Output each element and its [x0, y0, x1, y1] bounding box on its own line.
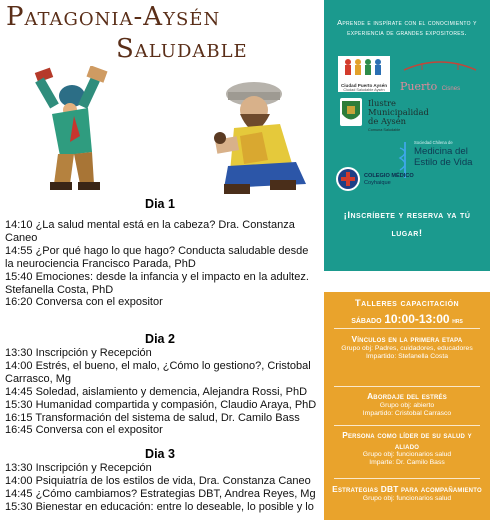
workshops-day: sábado [351, 315, 382, 326]
schedule-line: 16:15 Transformación del sistema de salud, Dr. Camilo Bass [5, 411, 300, 424]
workshop-item [330, 430, 484, 468]
schedule-line: 15:30 Bienestar en educación: entre lo deseable, lo posible y lo [5, 500, 314, 513]
schedule-line: 15:40 Emociones: desde la infancia y el impacto en la adultez. Stefanella Costa, PhD [5, 270, 309, 296]
divider [334, 386, 480, 387]
schedule-line: 14:45 ¿Cómo cambiamos? Estrategias DBT, Andrea Reyes, Mg [5, 487, 316, 500]
day-2-heading: Dia 2 [145, 332, 175, 346]
divider [334, 328, 480, 329]
person-holding-mate-illustration [30, 66, 112, 194]
colegio-line-2: Coyhaique [364, 180, 391, 186]
day-3-heading: Dia 3 [145, 447, 175, 461]
workshop-speaker: Impartido: Cristobal Carrasco [362, 409, 452, 417]
sponsors-panel [324, 0, 490, 271]
workshop-item [330, 391, 484, 418]
workshops-time [328, 312, 486, 326]
people-icon [338, 56, 390, 78]
workshops-hours: 10:00-13:00 [384, 312, 450, 326]
soc-line-2: Medicina del [414, 146, 468, 157]
muni-line-3: de Aysén [368, 116, 407, 126]
soc-line-3: Estilo de Vida [414, 157, 473, 168]
muni-line-2: Municipalidad [368, 107, 429, 117]
title-line-1: Patagonia-Aysén [6, 2, 221, 32]
schedule-line: 16:45 Conversa con el expositor [5, 424, 163, 437]
workshop-item [330, 484, 484, 503]
schedule-line: 14:55 ¿Por qué hago lo que hago? Conducta saludable desde la neurociencia Francisco Parada, PhD [5, 244, 309, 270]
sociedad-medicina-logo [414, 140, 488, 168]
workshops-title: Talleres capacitación [354, 298, 460, 309]
day-3-schedule [5, 462, 317, 514]
day-1-heading: Dia 1 [145, 197, 175, 211]
workshop-group: Grupo obj: abierto [379, 401, 435, 409]
sponsors-intro: Aprende e inspírate con el conocimiento y experiencia de grandes expositores. [337, 18, 477, 38]
colegio-medico-logo [364, 173, 434, 187]
puerto-logo-name: Puerto [400, 80, 438, 93]
schedule-line: 13:30 Inscripción y Recepción [5, 462, 152, 474]
muni-line-1: Ilustre [368, 98, 397, 108]
workshop-group: Grupo obj: funcionarios salud [362, 451, 452, 458]
schedule-line: 15:30 Humanidad compartida y compasión, Claudio Araya, PhD [5, 398, 317, 411]
workshops-hrs: hrs [452, 318, 463, 325]
workshop-group: Grupo obj: Padres, cuidadores, educadores [341, 344, 473, 352]
schedule-line: 14:00 Psiquiatría de los estilos de vida, Dra. Constanza Caneo [5, 474, 311, 487]
workshop-speaker: Impartido: Stefanella Costa [366, 352, 448, 360]
colegio-medico-emblem-icon [336, 167, 360, 191]
muni-caption: Comuna Saludable [368, 128, 401, 132]
schedule-line: 16:20 Conversa con el expositor [5, 296, 163, 309]
bridge-icon [400, 58, 480, 72]
schedule-line: 14:10 ¿La salud mental está en la cabeza? Dra. Constanza Caneo [5, 219, 295, 244]
ciudad-puerto-aysen-logo [338, 56, 390, 92]
workshop-group: Grupo obj: funcionarios salud [362, 494, 452, 502]
title-line-2: Saludable [116, 34, 248, 64]
schedule-line: 13:30 Inscripción y Recepción [5, 347, 152, 359]
puerto-cisnes-logo [400, 58, 480, 93]
puerto-logo-caption: Cisnes [441, 86, 461, 92]
divider [334, 478, 480, 479]
schedule-line: 14:45 Soledad, aislamiento y demencia, Alejandra Rossi, PhD [5, 385, 308, 398]
day-2-schedule [5, 347, 317, 437]
ciudad-logo-caption: Ciudad Saludable Aysén [343, 88, 385, 92]
workshop-title: Persona como líder de su salud y aliado [342, 430, 472, 451]
schedule-line: 14:00 Estrés, el bueno, el malo, ¿Cómo lo gestiono?, Cristobal Carrasco, Mg [5, 359, 311, 385]
soc-line-1: Sociedad Chilena de [414, 140, 453, 145]
person-seated-illustration [210, 80, 314, 198]
colegio-line-1: COLEGIO MÉDICO [364, 173, 414, 179]
workshop-item [330, 334, 484, 361]
divider [334, 425, 480, 426]
workshop-speaker: Imparte: Dr. Camilo Bass [369, 459, 445, 467]
day-1-schedule [5, 219, 317, 309]
workshop-title: Vínculos en la primera etapa [351, 334, 463, 344]
municipality-crest-icon [340, 98, 362, 126]
workshops-panel [324, 292, 490, 520]
municipality-logo [368, 99, 478, 135]
workshop-title: Abordaje del estrés [367, 391, 447, 401]
workshop-title: Estrategias DBT para acompañamiento [332, 484, 482, 494]
ciudad-logo-name: Ciudad Puerto Aysén [340, 83, 388, 88]
register-call-to-action: ¡Inscríbete y reserva ya tú lugar! [343, 210, 471, 239]
